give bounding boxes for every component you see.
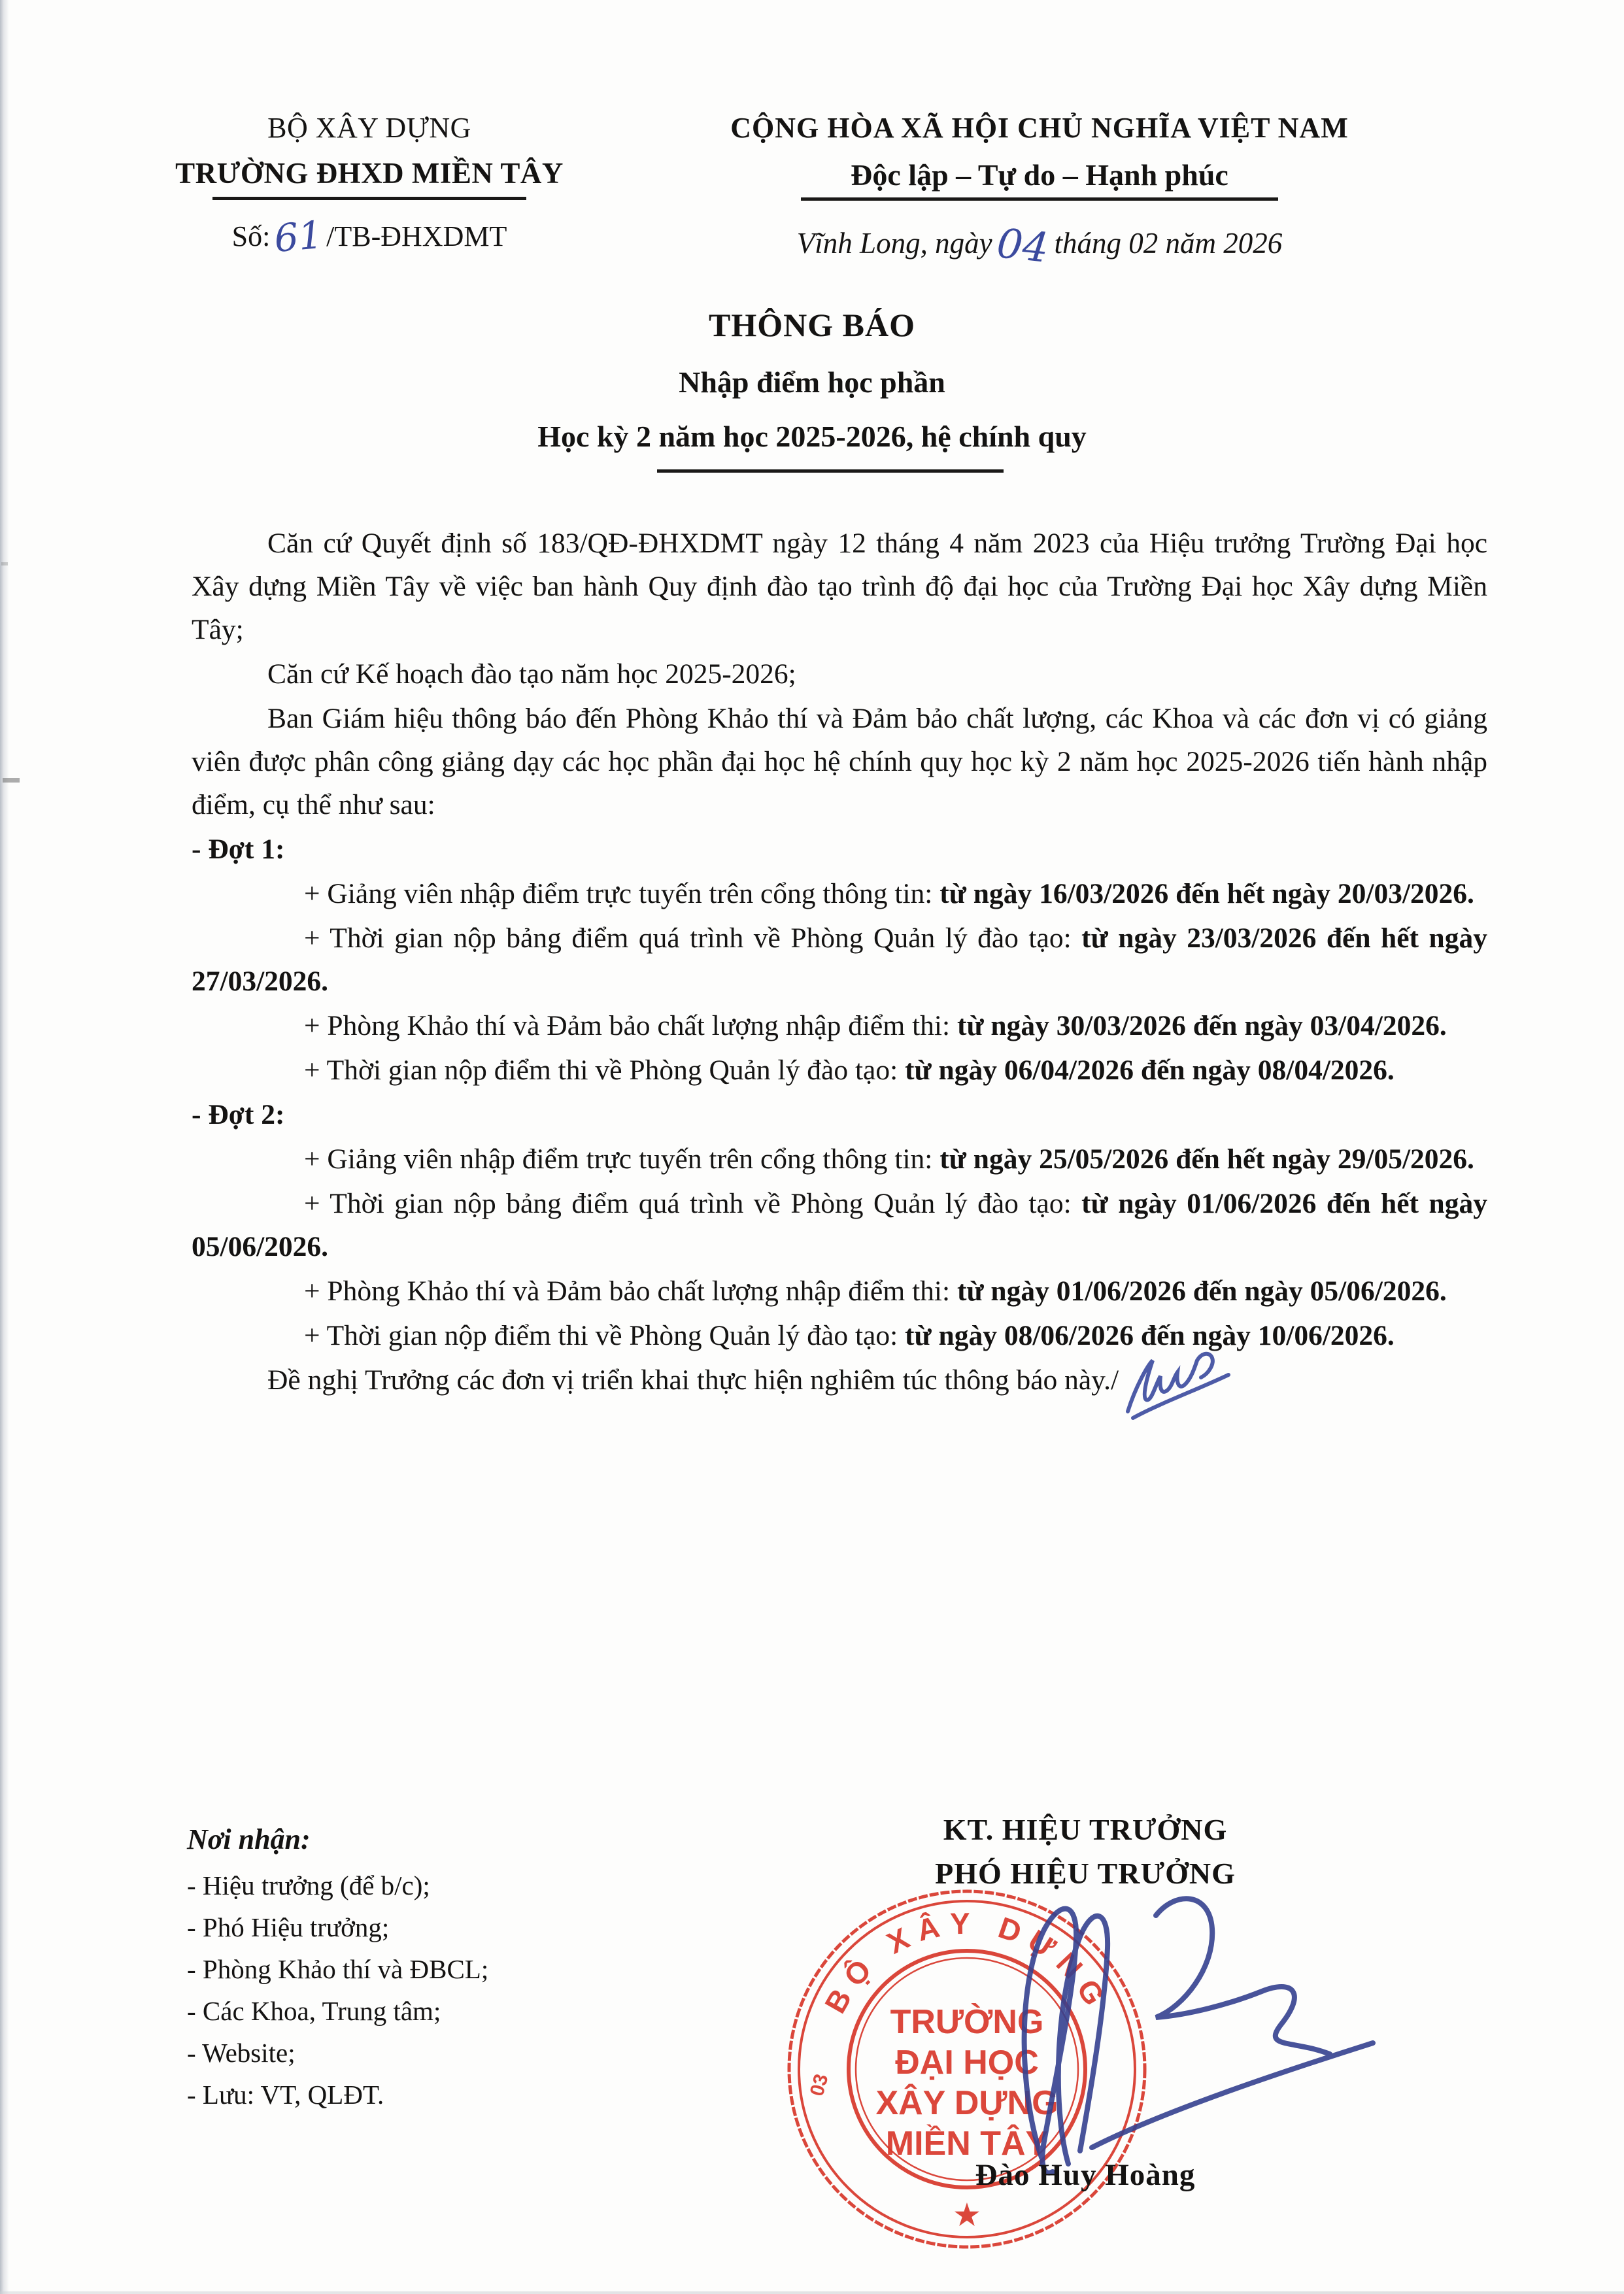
header-right bbox=[641, 111, 1438, 272]
recipient-item: - Website; bbox=[187, 2038, 296, 2068]
recipients-label: Nơi nhận: bbox=[187, 1823, 311, 1855]
bullet-text: + Thời gian nộp bảng điểm quá trình về Phòng Quản lý đào tạo: bbox=[304, 922, 1082, 954]
phase-2-label: - Đợt 2: bbox=[192, 1099, 285, 1130]
stamp-center-line2: ĐẠI HỌC bbox=[895, 2044, 1039, 2082]
phase-1-bullet-1 bbox=[192, 872, 1487, 915]
doc-title: THÔNG BÁO bbox=[709, 307, 915, 343]
paragraph-legal-basis-1: Căn cứ Quyết định số 183/QĐ-ĐHXDMT ngày 12 tháng 4 năm 2023 của Hiệu trưởng Trường Đại học Xây dựng Miền Tây về việc ban hành Quy định đào tạo trình độ đại học của Trường Đại học Xây dựng Miền Tây; bbox=[192, 528, 1487, 645]
university-name: TRƯỜNG ĐHXD MIỀN TÂY bbox=[175, 157, 564, 190]
document-number bbox=[157, 211, 582, 261]
bullet-text: + Giảng viên nhập điểm trực tuyến trên cổng thông tin: bbox=[304, 1143, 940, 1175]
stamp-ring-top-text: BỘ XÂY DỰNG bbox=[817, 1906, 1117, 2019]
phase-2-bullet-1 bbox=[192, 1138, 1487, 1181]
bullet-dates: từ ngày 01/06/2026 đến hết ngày 05/06/2026. bbox=[192, 1188, 1487, 1262]
bullet-text: + Thời gian nộp điểm thi về Phòng Quản lý đào tạo: bbox=[304, 1320, 905, 1351]
header-right-rule bbox=[801, 197, 1278, 201]
paraph-initials-ink bbox=[1113, 1334, 1238, 1432]
phase-1-bullet-2 bbox=[192, 917, 1487, 1003]
phase-2-bullet-3 bbox=[192, 1270, 1487, 1313]
scan-edge-bottom bbox=[0, 2291, 1624, 2294]
bullet-dates: từ ngày 01/06/2026 đến ngày 05/06/2026. bbox=[956, 1275, 1447, 1307]
recipients-block bbox=[187, 1819, 488, 2116]
stamp-center-line4: MIỀN TÂY bbox=[885, 2125, 1049, 2163]
stamp-ring-left-text: 03 bbox=[805, 2072, 833, 2099]
place-date-line bbox=[641, 215, 1438, 272]
national-motto: Độc lập – Tự do – Hạnh phúc bbox=[851, 158, 1228, 192]
document-number-handwritten: 61 bbox=[273, 212, 325, 261]
recipient-item: - Phó Hiệu trưởng; bbox=[187, 1912, 390, 1942]
sign-title-vice: PHÓ HIỆU TRƯỞNG bbox=[935, 1857, 1236, 1890]
day-handwritten: 04 bbox=[994, 219, 1051, 272]
recipient-item: - Phòng Khảo thí và ĐBCL; bbox=[187, 1954, 489, 1984]
title-rule bbox=[657, 469, 1004, 473]
phase-1-label: - Đợt 1: bbox=[192, 834, 285, 865]
bullet-dates: từ ngày 23/03/2026 đến hết ngày 27/03/2026. bbox=[192, 922, 1487, 997]
place-date-post: tháng 02 năm 2026 bbox=[1054, 227, 1283, 260]
document-number-suffix: /TB-ĐHXDMT bbox=[326, 220, 507, 252]
bullet-dates: từ ngày 16/03/2026 đến hết ngày 20/03/2026. bbox=[939, 878, 1474, 909]
stamp-star: ★ bbox=[954, 2199, 980, 2231]
title-block bbox=[0, 306, 1624, 473]
bullet-dates: từ ngày 25/05/2026 đến hết ngày 29/05/2026. bbox=[939, 1143, 1474, 1175]
bullet-dates: từ ngày 06/04/2026 đến ngày 08/04/2026. bbox=[905, 1054, 1395, 1086]
scan-speck bbox=[1, 562, 8, 565]
ministry-name: BỘ XÂY DỰNG bbox=[267, 112, 471, 144]
national-title: CỘNG HÒA XÃ HỘI CHỦ NGHĨA VIỆT NAM bbox=[730, 112, 1349, 144]
document-number-prefix: Số: bbox=[231, 220, 271, 252]
header-left bbox=[157, 111, 582, 261]
sign-title-kt: KT. HIỆU TRƯỞNG bbox=[943, 1813, 1228, 1846]
phase-1-bullet-3 bbox=[192, 1004, 1487, 1047]
place-date-pre: Vĩnh Long, ngày bbox=[796, 227, 992, 260]
recipient-item: - Lưu: VT, QLĐT. bbox=[187, 2080, 384, 2110]
stamp-center-line1: TRƯỜNG bbox=[890, 2003, 1044, 2041]
paragraph-announcement: Ban Giám hiệu thông báo đến Phòng Khảo thí và Đảm bảo chất lượng, các Khoa và các đơn vị có giảng viên được phân công giảng dạy các học phần đại học hệ chính quy học kỳ 2 năm học 2025-2026 tiến hành nhập điểm, cụ thể như sau: bbox=[192, 703, 1487, 820]
signer-name: Đào Huy Hoàng bbox=[975, 2158, 1196, 2192]
recipient-item: - Các Khoa, Trung tâm; bbox=[187, 1996, 441, 2026]
phase-2-bullet-4 bbox=[192, 1314, 1487, 1357]
recipient-item: - Hiệu trưởng (để b/c); bbox=[187, 1870, 430, 1900]
bullet-text: + Thời gian nộp bảng điểm quá trình về Phòng Quản lý đào tạo: bbox=[304, 1188, 1082, 1219]
bullet-text: + Phòng Khảo thí và Đảm bảo chất lượng nhập điểm thi: bbox=[304, 1010, 957, 1041]
handwritten-signature-ink bbox=[940, 1876, 1398, 2190]
bullet-text: + Phòng Khảo thí và Đảm bảo chất lượng nhập điểm thi: bbox=[304, 1275, 957, 1307]
bullet-text: + Giảng viên nhập điểm trực tuyến trên cổng thông tin: bbox=[304, 878, 940, 909]
bullet-dates: từ ngày 30/03/2026 đến ngày 03/04/2026. bbox=[956, 1010, 1447, 1041]
closing-text: Đề nghị Trưởng các đơn vị triển khai thực hiện nghiêm túc thông báo này./ bbox=[267, 1364, 1119, 1396]
bullet-dates: từ ngày 08/06/2026 đến ngày 10/06/2026. bbox=[905, 1320, 1395, 1351]
phase-2-bullet-2 bbox=[192, 1182, 1487, 1268]
phase-1-bullet-4 bbox=[192, 1049, 1487, 1092]
doc-subtitle-2: Học kỳ 2 năm học 2025-2026, hệ chính quy bbox=[537, 420, 1087, 453]
paragraph-legal-basis-2: Căn cứ Kế hoạch đào tạo năm học 2025-2026; bbox=[267, 658, 796, 690]
stamp-center-line3: XÂY DỰNG bbox=[875, 2084, 1058, 2122]
closing-paragraph bbox=[192, 1358, 1487, 1402]
header-left-rule bbox=[212, 197, 526, 200]
body-text bbox=[192, 522, 1487, 1403]
bullet-text: + Thời gian nộp điểm thi về Phòng Quản lý đào tạo: bbox=[304, 1054, 905, 1086]
scan-speck bbox=[3, 778, 20, 783]
doc-subtitle-1: Nhập điểm học phần bbox=[679, 365, 945, 399]
